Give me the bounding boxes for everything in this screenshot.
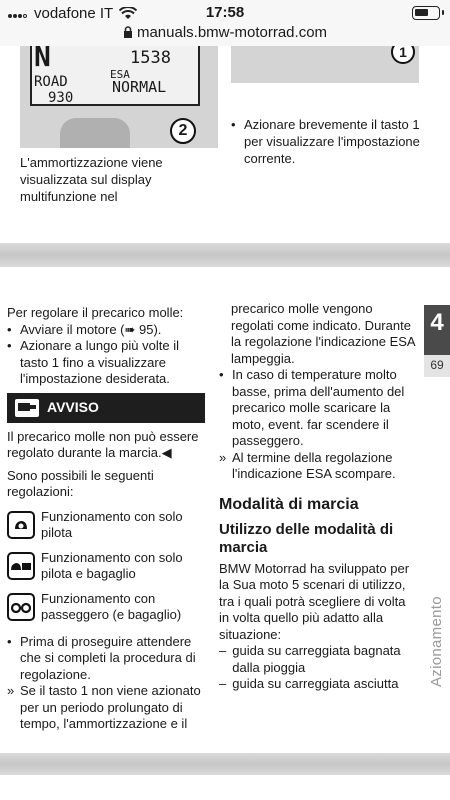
- section-heading: Modalità di marcia: [219, 495, 359, 513]
- chapter-title: Azionamento: [428, 596, 445, 687]
- bullet-icon: •: [7, 338, 12, 353]
- status-bar: [0, 0, 450, 46]
- handlebar-switch-image: [231, 46, 419, 83]
- step-text: Avviare il motore (➠ 95).: [20, 321, 162, 337]
- right-column: [219, 301, 416, 693]
- manual-page-previous: [0, 46, 450, 243]
- body-text: BMW Motorrad ha sviluppato per la Sua moto 5 scenari di utilizzo, tra i quali potrà scegliere di volta in volta quello più adatto alla situazione:: [219, 560, 410, 642]
- passenger-icon: [7, 593, 35, 621]
- option-row: [7, 550, 207, 583]
- note-item: [219, 367, 416, 450]
- lock-icon: [123, 26, 133, 38]
- manual-page-69: [0, 267, 450, 753]
- dash-text: guida su carreggiata bagnata dalla pioggia: [232, 643, 401, 675]
- subsection-heading: Utilizzo delle modalità di marcia: [219, 520, 394, 556]
- step-text: Azionare a lungo più volte il tasto 1 fino a visualizzare l'impostazione desiderata.: [20, 338, 179, 386]
- multifunction-display-image: [20, 46, 218, 148]
- gear-indicator: N: [34, 46, 51, 73]
- bullet-icon: •: [7, 321, 12, 337]
- note-text: Se il tasto 1 non viene azionato per un periodo prolungato di tempo, l'ammortizzazione e il: [20, 683, 201, 731]
- note-text: Prima di proseguire attendere che si completi la procedura di regolazione.: [20, 633, 196, 682]
- page-separator: [0, 753, 450, 775]
- url-text: manuals.bmw-motorrad.com: [136, 24, 328, 41]
- chapter-tab: [424, 305, 450, 377]
- option-label: Funzionamento con passeggero (e bagaglio): [41, 590, 182, 622]
- page-separator: [0, 243, 450, 267]
- warning-banner: [7, 393, 205, 423]
- result-item: [219, 450, 416, 483]
- bullet-icon: •: [7, 633, 12, 649]
- reading-value: 1538: [130, 48, 171, 68]
- options-intro: Sono possibili le seguenti regolazioni:: [7, 467, 154, 499]
- caption-display: L'ammortizzazione viene visualizzata sul display multifunzione nel: [20, 155, 163, 204]
- option-row: [7, 509, 207, 542]
- continued-text: precarico molle vengono regolati come indicato. Durante la regolazione l'indicazione ESA lampeggia.: [231, 301, 415, 366]
- warning-icon: [15, 399, 39, 417]
- carrier-name: vodafone IT: [34, 5, 114, 22]
- address-bar[interactable]: [0, 24, 450, 41]
- dash-text: guida su carreggiata asciutta: [232, 676, 399, 691]
- esa-label: ESA: [110, 68, 130, 81]
- left-column: [7, 305, 207, 733]
- bullet-icon: •: [231, 117, 236, 132]
- note-item: [7, 634, 207, 684]
- result-icon: »: [7, 683, 15, 698]
- result-icon: »: [219, 449, 227, 465]
- dash-icon: –: [219, 676, 227, 691]
- note-item: [7, 683, 207, 733]
- page-number: 69: [424, 355, 450, 377]
- bullet-icon: •: [219, 367, 224, 382]
- warning-title: AVVISO: [47, 399, 99, 416]
- option-row: [7, 591, 207, 624]
- dash-icon: –: [219, 643, 227, 658]
- clock: 17:58: [205, 4, 245, 21]
- option-label: Funzionamento con solo pilota e bagaglio: [41, 549, 183, 581]
- dash-item: [219, 676, 416, 693]
- battery-icon: [412, 6, 440, 20]
- handlebar-shape: [60, 118, 130, 148]
- intro-text: Per regolare il precarico molle:: [7, 305, 184, 320]
- note-text: In caso di temperature molto basse, prima dell'aumento del precarico molle scaricare la moto, event. far scendere il passeggero.: [232, 367, 405, 448]
- dash-item: [219, 643, 416, 676]
- bullet-short-press: [231, 116, 421, 167]
- bullet-text: Azionare brevemente il tasto 1 per visualizzare l'impostazione corrente.: [244, 117, 420, 166]
- step-item: [7, 338, 207, 388]
- callout-2: 2: [170, 118, 196, 144]
- chapter-number: 4: [430, 309, 444, 336]
- esa-value: NORMAL: [112, 78, 167, 96]
- odometer-value: 930: [48, 90, 74, 106]
- callout-1: 1: [391, 46, 415, 64]
- warning-text: Il precarico molle non può essere regolato durante la marcia.◀: [7, 428, 199, 460]
- step-item: [7, 322, 207, 339]
- option-label: Funzionamento con solo pilota: [41, 508, 183, 540]
- solo-rider-icon: [7, 511, 35, 539]
- result-text: Al termine della regolazione l'indicazione ESA scompare.: [232, 449, 396, 481]
- mode-label: ROAD: [34, 74, 68, 90]
- rider-luggage-icon: [7, 552, 35, 580]
